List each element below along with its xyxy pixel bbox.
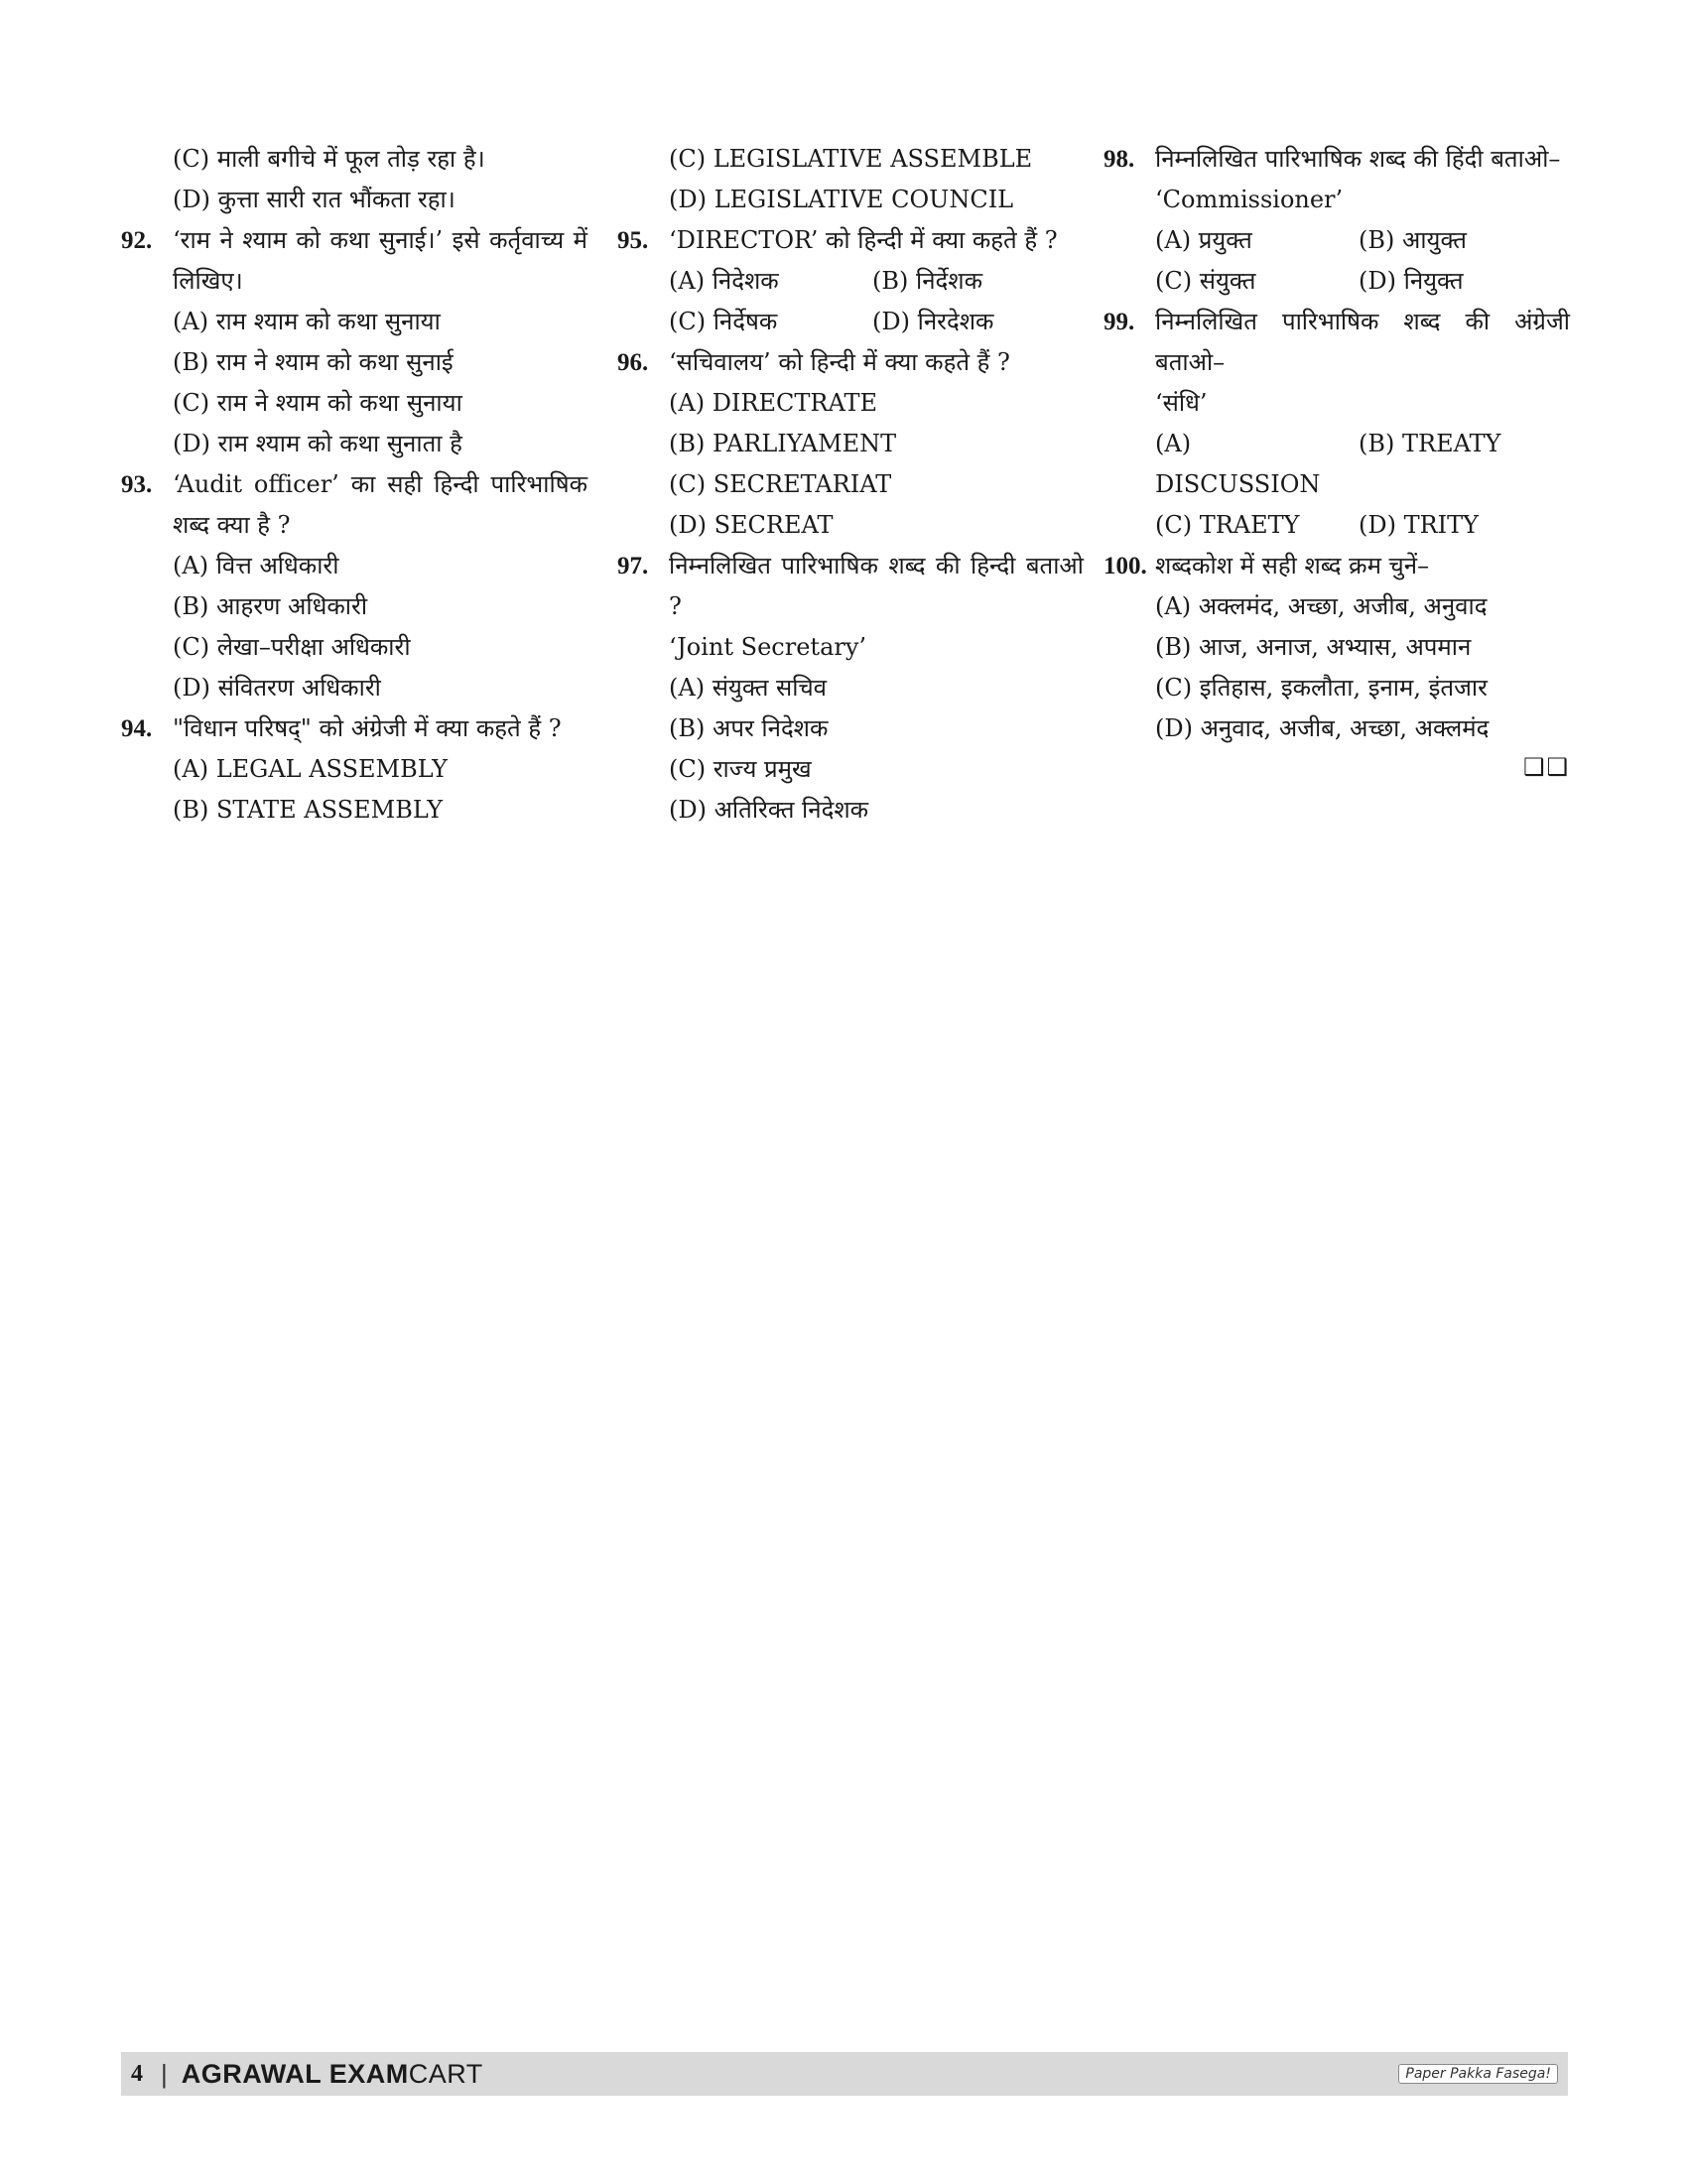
column-3 <box>1104 139 1570 785</box>
question-number: 97. <box>617 553 649 579</box>
option: (D) TRITY <box>1359 511 1480 539</box>
question-text: ‘सचिवालय’ को हिन्दी में क्या कहते हैं ? <box>669 348 1010 376</box>
option: (B) अपर निदेशक <box>669 714 829 742</box>
question <box>617 342 1084 383</box>
question-text: शब्दकोश में सही शब्द क्रम चुनें– <box>1155 552 1430 579</box>
option: (A) राम श्याम को कथा सुनाया <box>173 308 441 335</box>
option: (A) LEGAL ASSEMBLY <box>173 755 448 783</box>
question <box>121 464 587 546</box>
question-number: 92. <box>121 227 153 254</box>
question-number: 100. <box>1104 553 1147 579</box>
option: (D) संवितरण अधिकारी <box>173 674 381 702</box>
option: (D) निरदेशक <box>872 308 994 335</box>
option: (A) DISCUSSION <box>1155 430 1321 498</box>
option: (B) STATE ASSEMBLY <box>173 796 444 824</box>
question-number: 95. <box>617 227 649 254</box>
column-2 <box>617 139 1084 831</box>
option: (C) SECRETARIAT <box>669 470 892 498</box>
option: (B) PARLIYAMENT <box>669 430 897 457</box>
question-text: "विधान परिषद्" को अंग्रेजी में क्या कहते हैं ? <box>173 714 562 742</box>
question-term: ‘संधि’ <box>1155 389 1208 417</box>
option: (C) संयुक्त <box>1155 267 1256 295</box>
question <box>1104 546 1570 586</box>
question <box>617 546 1084 627</box>
question-text: ‘DIRECTOR’ को हिन्दी में क्या कहते हैं ? <box>669 226 1058 254</box>
option: (B) आहरण अधिकारी <box>173 592 368 620</box>
brand-name-thin: CART <box>408 2058 483 2089</box>
option-pair <box>617 302 1084 342</box>
question-text: ‘Audit officer’ का सही हिन्दी पारिभाषिक शब्द क्या है ? <box>173 470 587 539</box>
option: (C) माली बगीचे में फूल तोड़ रहा है। <box>173 145 485 173</box>
question <box>617 220 1084 261</box>
brand-logo <box>182 2059 483 2090</box>
question-text: निम्नलिखित पारिभाषिक शब्द की हिंदी बताओ– <box>1155 145 1561 173</box>
option-pair <box>1104 261 1570 302</box>
option: (C) लेखा–परीक्षा अधिकारी <box>173 633 411 661</box>
question-term: ‘Commissioner’ <box>1155 186 1344 213</box>
question <box>1104 302 1570 383</box>
option: (A) DIRECTRATE <box>669 389 877 417</box>
option: (B) आज, अनाज, अभ्यास, अपमान <box>1155 633 1472 661</box>
question-number: 96. <box>617 349 649 376</box>
brand-name-bold: AGRAWAL EXAM <box>181 2058 409 2089</box>
question-text: निम्नलिखित पारिभाषिक शब्द की हिन्दी बताओ ? <box>669 552 1084 620</box>
option: (D) अतिरिक्त निदेशक <box>669 796 869 824</box>
question <box>121 220 587 302</box>
option-pair <box>617 261 1084 302</box>
option: (A) संयुक्त सचिव <box>669 674 828 702</box>
question-number: 99. <box>1104 309 1135 335</box>
question <box>1104 139 1570 180</box>
option: (C) इतिहास, इकलौता, इनाम, इंतजार <box>1155 674 1488 702</box>
question-text: ‘राम ने श्याम को कथा सुनाई।’ इसे कर्तृवाच्य में लिखिए। <box>173 226 587 295</box>
option: (B) आयुक्त <box>1359 226 1467 254</box>
option: (D) कुत्ता सारी रात भौंकता रहा। <box>173 186 455 213</box>
option: (D) राम श्याम को कथा सुनाता है <box>173 430 462 457</box>
page-number: 4 <box>131 2060 143 2087</box>
option: (D) अनुवाद, अजीब, अच्छा, अक्लमंद <box>1155 714 1490 742</box>
tagline-badge: Paper Pakka Fasega! <box>1398 2064 1558 2084</box>
option: (C) राज्य प्रमुख <box>669 755 812 783</box>
question-text: निम्नलिखित पारिभाषिक शब्द की अंग्रेजी बताओ– <box>1155 308 1570 376</box>
option: (D) SECREAT <box>669 511 834 539</box>
option: (D) नियुक्त <box>1359 267 1464 295</box>
option: (C) TRAETY <box>1155 511 1300 539</box>
option: (A) प्रयुक्त <box>1155 226 1252 254</box>
option: (C) LEGISLATIVE ASSEMBLE <box>669 145 1033 173</box>
question-number: 93. <box>121 471 153 498</box>
option: (A) वित्त अधिकारी <box>173 552 339 579</box>
question-number: 98. <box>1104 146 1135 173</box>
page-footer <box>121 2052 1568 2096</box>
option-pair <box>1104 424 1570 505</box>
option: (D) LEGISLATIVE COUNCIL <box>669 186 1014 213</box>
option: (A) निदेशक <box>669 267 779 295</box>
option: (B) TREATY <box>1359 430 1501 457</box>
question <box>121 708 587 749</box>
column-1 <box>121 139 587 831</box>
end-mark-icon: ❑❑ <box>1522 753 1570 781</box>
footer-separator: | <box>161 2058 168 2089</box>
question-term: ‘Joint Secretary’ <box>669 633 867 661</box>
option: (C) राम ने श्याम को कथा सुनाया <box>173 389 462 417</box>
option: (C) निर्देषक <box>669 308 778 335</box>
option: (A) अक्लमंद, अच्छा, अजीब, अनुवाद <box>1155 592 1488 620</box>
option: (B) राम ने श्याम को कथा सुनाई <box>173 348 454 376</box>
option-pair <box>1104 505 1570 546</box>
question-number: 94. <box>121 715 153 742</box>
option-pair <box>1104 220 1570 261</box>
option: (B) निर्देशक <box>872 267 983 295</box>
